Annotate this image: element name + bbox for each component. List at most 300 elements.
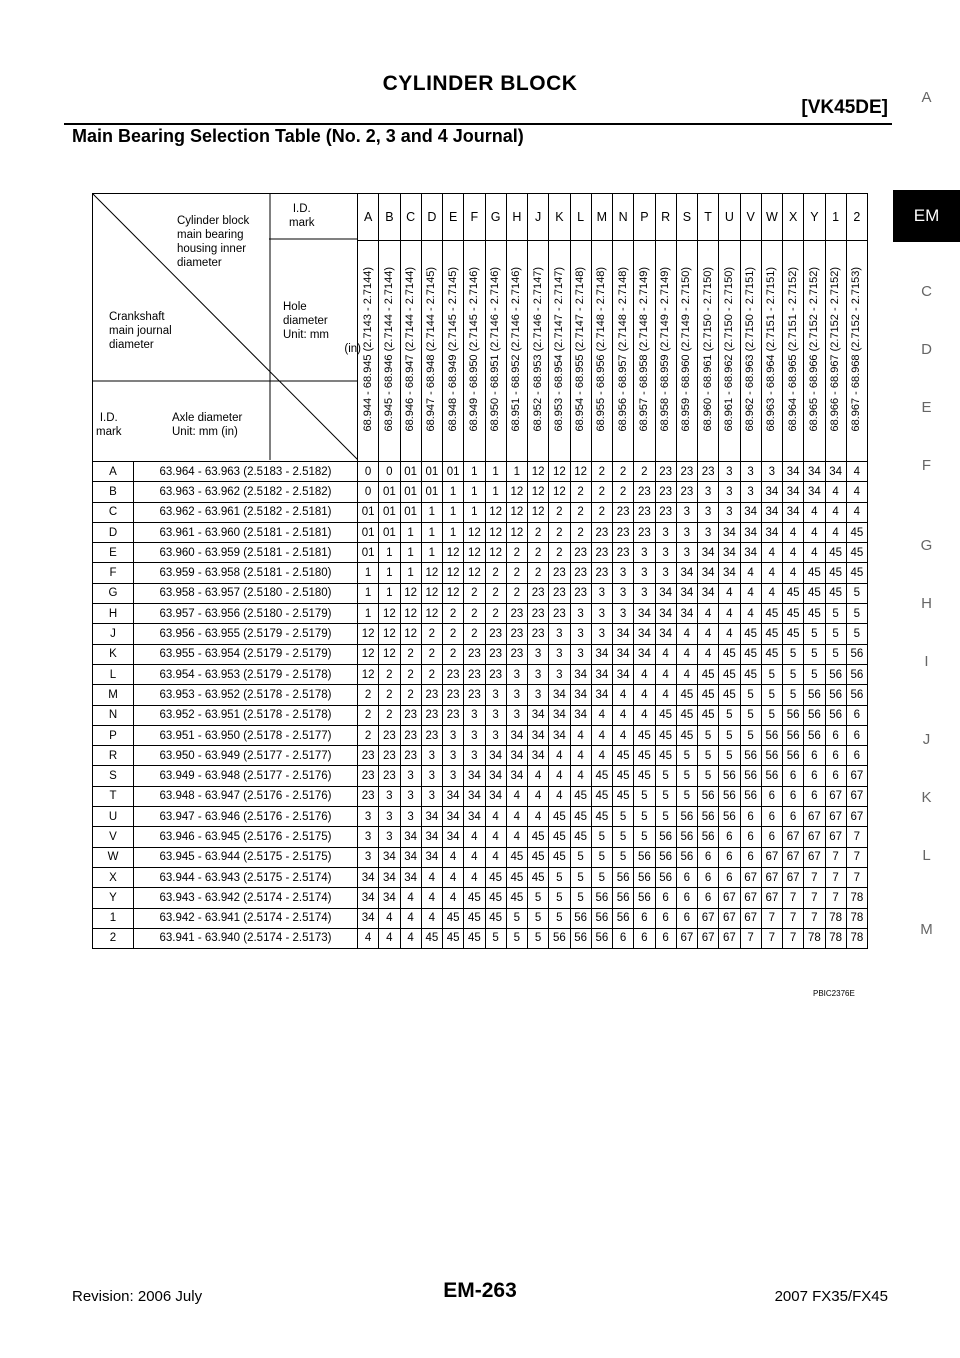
grade-cell: 6 — [846, 705, 867, 725]
table-row — [93, 502, 868, 522]
grade-cell: 45 — [740, 664, 761, 684]
grade-cell: 3 — [549, 644, 570, 664]
grade-cell: 5 — [655, 807, 676, 827]
grade-cell: 34 — [698, 563, 719, 583]
grade-cell: 34 — [421, 827, 442, 847]
grade-cell: 7 — [740, 928, 761, 948]
column-mark: J — [528, 194, 549, 241]
grade-cell: 56 — [613, 867, 634, 887]
grade-cell: 1 — [421, 502, 442, 522]
grade-cell: 34 — [655, 583, 676, 603]
grade-cell: 7 — [846, 867, 867, 887]
column-dimension: 68.967 - 68.968 (2.7152 - 2.7153) — [846, 241, 867, 462]
column-dimension: 68.956 - 68.957 (2.7148 - 2.7148) — [613, 241, 634, 462]
grade-cell: 01 — [400, 482, 421, 502]
grade-cell: 2 — [591, 462, 612, 482]
grade-cell: 45 — [698, 664, 719, 684]
column-mark: V — [740, 194, 761, 241]
grade-cell: 4 — [549, 766, 570, 786]
grade-cell: 7 — [804, 867, 825, 887]
grade-cell: 12 — [421, 583, 442, 603]
grade-cell: 5 — [528, 888, 549, 908]
grade-cell: 4 — [676, 664, 697, 684]
grade-cell: 45 — [591, 766, 612, 786]
grade-cell: 45 — [846, 522, 867, 542]
grade-cell: 56 — [655, 827, 676, 847]
grade-cell: 3 — [676, 522, 697, 542]
grade-cell: 01 — [379, 482, 400, 502]
grade-cell: 56 — [549, 928, 570, 948]
grade-cell: 2 — [570, 522, 591, 542]
grade-cell: 34 — [591, 644, 612, 664]
column-mark: Y — [804, 194, 825, 241]
grade-cell: 3 — [421, 766, 442, 786]
grade-cell: 3 — [719, 462, 740, 482]
grade-cell: 56 — [676, 827, 697, 847]
grade-cell: 45 — [634, 746, 655, 766]
grade-cell: 56 — [591, 908, 612, 928]
grade-cell: 23 — [379, 725, 400, 745]
grade-cell: 45 — [804, 563, 825, 583]
column-dimension: 68.962 - 68.963 (2.7150 - 2.7151) — [740, 241, 761, 462]
grade-cell: 3 — [379, 827, 400, 847]
grade-cell: 45 — [634, 766, 655, 786]
grade-cell: 1 — [443, 522, 464, 542]
grade-cell: 34 — [549, 705, 570, 725]
grade-cell: 5 — [676, 786, 697, 806]
column-dimension: 68.957 - 68.958 (2.7148 - 2.7149) — [634, 241, 655, 462]
grade-cell: 6 — [655, 908, 676, 928]
grade-cell: 5 — [506, 908, 527, 928]
grade-cell: 1 — [443, 502, 464, 522]
grade-cell: 5 — [804, 644, 825, 664]
grade-cell: 6 — [783, 766, 804, 786]
grade-cell: 56 — [761, 746, 782, 766]
row-mark: S — [93, 766, 134, 786]
grade-cell: 4 — [846, 502, 867, 522]
row-dimension: 63.946 - 63.945 (2.5176 - 2.5175) — [134, 827, 358, 847]
grade-cell: 4 — [719, 604, 740, 624]
row-mark: E — [93, 543, 134, 563]
grade-cell: 45 — [783, 624, 804, 644]
grade-cell: 0 — [358, 462, 379, 482]
table-row — [93, 705, 868, 725]
grade-cell: 7 — [761, 908, 782, 928]
grade-cell: 45 — [506, 847, 527, 867]
grade-cell: 12 — [485, 522, 506, 542]
grade-cell: 34 — [421, 847, 442, 867]
grade-cell: 6 — [825, 746, 846, 766]
grade-cell: 3 — [528, 644, 549, 664]
grade-cell: 45 — [506, 867, 527, 887]
grade-cell: 45 — [783, 604, 804, 624]
side-tab-h: H — [921, 595, 932, 612]
grade-cell: 12 — [506, 502, 527, 522]
grade-cell: 23 — [655, 482, 676, 502]
row-dimension: 63.956 - 63.955 (2.5179 - 2.5179) — [134, 624, 358, 644]
grade-cell: 23 — [421, 685, 442, 705]
grade-cell: 5 — [591, 847, 612, 867]
grade-cell: 6 — [825, 766, 846, 786]
row-dimension: 63.958 - 63.957 (2.5180 - 2.5180) — [134, 583, 358, 603]
grade-cell: 2 — [485, 583, 506, 603]
side-tab-m: M — [920, 921, 933, 938]
grade-cell: 78 — [804, 928, 825, 948]
row-mark: N — [93, 705, 134, 725]
grade-cell: 5 — [634, 807, 655, 827]
grade-cell: 2 — [358, 725, 379, 745]
grade-cell: 5 — [825, 604, 846, 624]
grade-cell: 23 — [676, 462, 697, 482]
grade-cell: 56 — [591, 928, 612, 948]
grade-cell: 3 — [485, 725, 506, 745]
column-dimension: 68.961 - 68.962 (2.7150 - 2.7150) — [719, 241, 740, 462]
grade-cell: 23 — [613, 543, 634, 563]
grade-cell: 67 — [783, 847, 804, 867]
grade-cell: 2 — [549, 522, 570, 542]
grade-cell: 45 — [825, 563, 846, 583]
grade-cell: 45 — [846, 563, 867, 583]
grade-cell: 4 — [783, 543, 804, 563]
grade-cell: 67 — [804, 807, 825, 827]
grade-cell: 12 — [549, 482, 570, 502]
grade-cell: 34 — [443, 827, 464, 847]
grade-cell: 6 — [634, 928, 655, 948]
grade-cell: 34 — [634, 624, 655, 644]
grade-cell: 45 — [570, 827, 591, 847]
grade-cell: 34 — [464, 786, 485, 806]
grade-cell: 67 — [825, 807, 846, 827]
grade-cell: 3 — [464, 725, 485, 745]
grade-cell: 5 — [549, 908, 570, 928]
grade-cell: 3 — [421, 786, 442, 806]
grade-cell: 67 — [740, 888, 761, 908]
grade-cell: 67 — [846, 807, 867, 827]
row-mark: F — [93, 563, 134, 583]
grade-cell: 4 — [740, 604, 761, 624]
grade-cell: 5 — [676, 766, 697, 786]
grade-cell: 78 — [846, 908, 867, 928]
row-dimension: 63.957 - 63.956 (2.5180 - 2.5179) — [134, 604, 358, 624]
grade-cell: 34 — [761, 482, 782, 502]
grade-cell: 5 — [719, 725, 740, 745]
column-dimension: 68.946 - 68.947 (2.7144 - 2.7144) — [400, 241, 421, 462]
side-tab-c: C — [921, 283, 932, 300]
grade-cell: 6 — [804, 786, 825, 806]
grade-cell: 3 — [528, 664, 549, 684]
grade-cell: 34 — [379, 847, 400, 867]
grade-cell: 4 — [549, 786, 570, 806]
grade-cell: 23 — [549, 604, 570, 624]
grade-cell: 1 — [400, 563, 421, 583]
grade-cell: 4 — [676, 624, 697, 644]
grade-cell: 34 — [358, 908, 379, 928]
grade-cell: 23 — [358, 746, 379, 766]
grade-cell: 45 — [655, 725, 676, 745]
column-dimension: 68.951 - 68.952 (2.7146 - 2.7146) — [506, 241, 527, 462]
grade-cell: 3 — [443, 746, 464, 766]
grade-cell: 45 — [591, 786, 612, 806]
grade-cell: 7 — [804, 888, 825, 908]
grade-cell: 5 — [634, 827, 655, 847]
grade-cell: 12 — [464, 522, 485, 542]
grade-cell: 34 — [825, 462, 846, 482]
grade-cell: 12 — [506, 522, 527, 542]
grade-cell: 2 — [421, 644, 442, 664]
grade-cell: 34 — [591, 685, 612, 705]
grade-cell: 2 — [549, 543, 570, 563]
grade-cell: 56 — [825, 664, 846, 684]
grade-cell: 3 — [379, 786, 400, 806]
grade-cell: 2 — [464, 624, 485, 644]
grade-cell: 6 — [740, 827, 761, 847]
grade-cell: 2 — [613, 462, 634, 482]
grade-cell: 45 — [761, 624, 782, 644]
grade-cell: 2 — [421, 624, 442, 644]
grade-cell: 5 — [846, 583, 867, 603]
footer-page-number: EM-263 — [443, 1279, 517, 1302]
grade-cell: 34 — [676, 563, 697, 583]
grade-cell: 23 — [379, 746, 400, 766]
grade-cell: 67 — [846, 786, 867, 806]
grade-cell: 2 — [400, 644, 421, 664]
column-dimension: 68.965 - 68.966 (2.7152 - 2.7152) — [804, 241, 825, 462]
grade-cell: 5 — [506, 928, 527, 948]
grade-cell: 4 — [464, 827, 485, 847]
table-row — [93, 766, 868, 786]
grade-cell: 1 — [464, 482, 485, 502]
grade-cell: 1 — [400, 543, 421, 563]
grade-cell: 23 — [443, 664, 464, 684]
column-mark: P — [634, 194, 655, 241]
grade-cell: 5 — [825, 624, 846, 644]
grade-cell: 45 — [804, 583, 825, 603]
grade-cell: 2 — [464, 583, 485, 603]
grade-cell: 56 — [698, 827, 719, 847]
id-mark-top-label: I.D. mark — [289, 203, 315, 229]
grade-cell: 3 — [761, 462, 782, 482]
column-mark: X — [783, 194, 804, 241]
row-dimension: 63.947 - 63.946 (2.5176 - 2.5176) — [134, 807, 358, 827]
grade-cell: 6 — [719, 827, 740, 847]
grade-cell: 3 — [400, 766, 421, 786]
grade-cell: 3 — [676, 543, 697, 563]
grade-cell: 4 — [846, 482, 867, 502]
column-mark: K — [549, 194, 570, 241]
row-dimension: 63.949 - 63.948 (2.5177 - 2.5176) — [134, 766, 358, 786]
grade-cell: 4 — [549, 746, 570, 766]
grade-cell: 45 — [528, 867, 549, 887]
grade-cell: 4 — [613, 685, 634, 705]
grade-cell: 5 — [719, 705, 740, 725]
row-mark: 1 — [93, 908, 134, 928]
grade-cell: 2 — [358, 705, 379, 725]
grade-cell: 23 — [676, 482, 697, 502]
column-mark: T — [698, 194, 719, 241]
grade-cell: 4 — [485, 847, 506, 867]
grade-cell: 3 — [676, 502, 697, 522]
column-dimension: 68.954 - 68.955 (2.7147 - 2.7148) — [570, 241, 591, 462]
column-mark: D — [421, 194, 442, 241]
grade-cell: 23 — [379, 766, 400, 786]
grade-cell: 4 — [783, 522, 804, 542]
grade-cell: 3 — [634, 563, 655, 583]
grade-cell: 6 — [676, 867, 697, 887]
side-tab-j: J — [922, 731, 931, 748]
grade-cell: 12 — [400, 583, 421, 603]
grade-cell: 23 — [400, 705, 421, 725]
grade-cell: 45 — [740, 624, 761, 644]
grade-cell: 12 — [528, 462, 549, 482]
row-dimension: 63.952 - 63.951 (2.5178 - 2.5178) — [134, 705, 358, 725]
grade-cell: 12 — [549, 462, 570, 482]
grade-cell: 23 — [443, 705, 464, 725]
grade-cell: 4 — [570, 766, 591, 786]
grade-cell: 67 — [783, 827, 804, 847]
grade-cell: 56 — [613, 908, 634, 928]
grade-cell: 5 — [676, 746, 697, 766]
table-row — [93, 624, 868, 644]
grade-cell: 34 — [740, 543, 761, 563]
column-mark: E — [443, 194, 464, 241]
column-dimension: 68.960 - 68.961 (2.7150 - 2.7150) — [698, 241, 719, 462]
grade-cell: 56 — [698, 786, 719, 806]
grade-cell: 34 — [783, 502, 804, 522]
grade-cell: 34 — [740, 522, 761, 542]
grade-cell: 12 — [358, 624, 379, 644]
grade-cell: 5 — [846, 624, 867, 644]
grade-cell: 45 — [676, 685, 697, 705]
column-dimension: 68.945 - 68.946 (2.7144 - 2.7144) — [379, 241, 400, 462]
grade-cell: 2 — [485, 604, 506, 624]
grade-cell: 5 — [528, 928, 549, 948]
grade-cell: 12 — [358, 644, 379, 664]
row-mark: 2 — [93, 928, 134, 948]
grade-cell: 56 — [783, 725, 804, 745]
grade-cell: 2 — [506, 543, 527, 563]
grade-cell: 6 — [740, 847, 761, 867]
column-dimension: 68.964 - 68.965 (2.7151 - 2.7152) — [783, 241, 804, 462]
grade-cell: 3 — [698, 502, 719, 522]
grade-cell: 5 — [613, 827, 634, 847]
grade-cell: 3 — [443, 766, 464, 786]
figure-code: PBIC2376E — [813, 989, 855, 998]
grade-cell: 67 — [719, 908, 740, 928]
row-mark: B — [93, 482, 134, 502]
grade-cell: 3 — [591, 604, 612, 624]
column-dimension: 68.947 - 68.948 (2.7144 - 2.7145) — [421, 241, 442, 462]
column-mark: U — [719, 194, 740, 241]
grade-cell: 5 — [761, 685, 782, 705]
grade-cell: 4 — [443, 867, 464, 887]
grade-cell: 34 — [698, 583, 719, 603]
column-dimension: 68.963 - 68.964 (2.7151 - 2.7151) — [761, 241, 782, 462]
column-dimension: 68.966 - 68.967 (2.7152 - 2.7152) — [825, 241, 846, 462]
grade-cell: 45 — [761, 604, 782, 624]
grade-cell: 56 — [655, 867, 676, 887]
grade-cell: 56 — [634, 888, 655, 908]
row-mark: T — [93, 786, 134, 806]
grade-cell: 67 — [761, 847, 782, 867]
table-row — [93, 644, 868, 664]
grade-cell: 6 — [761, 786, 782, 806]
crankshaft-journal-label: Crankshaft main journal diameter — [109, 311, 172, 351]
grade-cell: 34 — [783, 462, 804, 482]
table-row — [93, 908, 868, 928]
grade-cell: 5 — [825, 644, 846, 664]
grade-cell: 2 — [358, 685, 379, 705]
table-row — [93, 807, 868, 827]
column-mark: F — [464, 194, 485, 241]
grade-cell: 3 — [358, 827, 379, 847]
grade-cell: 23 — [570, 583, 591, 603]
grade-cell: 1 — [464, 462, 485, 482]
grade-cell: 5 — [783, 664, 804, 684]
column-dimension: 68.955 - 68.956 (2.7148 - 2.7148) — [591, 241, 612, 462]
grade-cell: 45 — [549, 807, 570, 827]
grade-cell: 34 — [804, 482, 825, 502]
grade-cell: 4 — [591, 705, 612, 725]
grade-cell: 01 — [358, 543, 379, 563]
grade-cell: 2 — [613, 482, 634, 502]
grade-cell: 34 — [570, 705, 591, 725]
grade-cell: 1 — [506, 462, 527, 482]
grade-cell: 7 — [846, 847, 867, 867]
grade-cell: 3 — [655, 543, 676, 563]
grade-cell: 3 — [506, 705, 527, 725]
grade-cell: 2 — [634, 462, 655, 482]
grade-cell: 34 — [549, 725, 570, 745]
grade-cell: 3 — [528, 685, 549, 705]
grade-cell: 23 — [506, 644, 527, 664]
grade-cell: 2 — [443, 624, 464, 644]
grade-cell: 2 — [443, 644, 464, 664]
grade-cell: 45 — [761, 644, 782, 664]
column-dimension: 68.949 - 68.950 (2.7145 - 2.7146) — [464, 241, 485, 462]
section-title: Main Bearing Selection Table (No. 2, 3 and 4 Journal) — [72, 126, 524, 146]
grade-cell: 2 — [506, 563, 527, 583]
side-tab-k: K — [921, 789, 932, 806]
grade-cell: 4 — [506, 786, 527, 806]
grade-cell: 23 — [400, 725, 421, 745]
grade-cell: 3 — [358, 847, 379, 867]
grade-cell: 6 — [825, 725, 846, 745]
grade-cell: 23 — [528, 624, 549, 644]
grade-cell: 4 — [506, 807, 527, 827]
row-dimension: 63.943 - 63.942 (2.5174 - 2.5174) — [134, 888, 358, 908]
grade-cell: 34 — [570, 685, 591, 705]
side-tab-l: L — [922, 847, 931, 864]
grade-cell: 34 — [464, 807, 485, 827]
grade-cell: 7 — [825, 888, 846, 908]
column-mark: 2 — [846, 194, 867, 241]
side-tab-i: I — [924, 653, 929, 670]
grade-cell: 4 — [740, 583, 761, 603]
grade-cell: 5 — [698, 766, 719, 786]
grade-cell: 12 — [443, 543, 464, 563]
grade-cell: 5 — [485, 928, 506, 948]
column-mark: M — [591, 194, 612, 241]
grade-cell: 45 — [613, 786, 634, 806]
grade-cell: 5 — [698, 746, 719, 766]
grade-cell: 23 — [591, 543, 612, 563]
grade-cell: 2 — [400, 664, 421, 684]
table-row — [93, 746, 868, 766]
grade-cell: 1 — [379, 563, 400, 583]
grade-cell: 23 — [358, 766, 379, 786]
grade-cell: 5 — [783, 685, 804, 705]
grade-cell: 6 — [846, 725, 867, 745]
